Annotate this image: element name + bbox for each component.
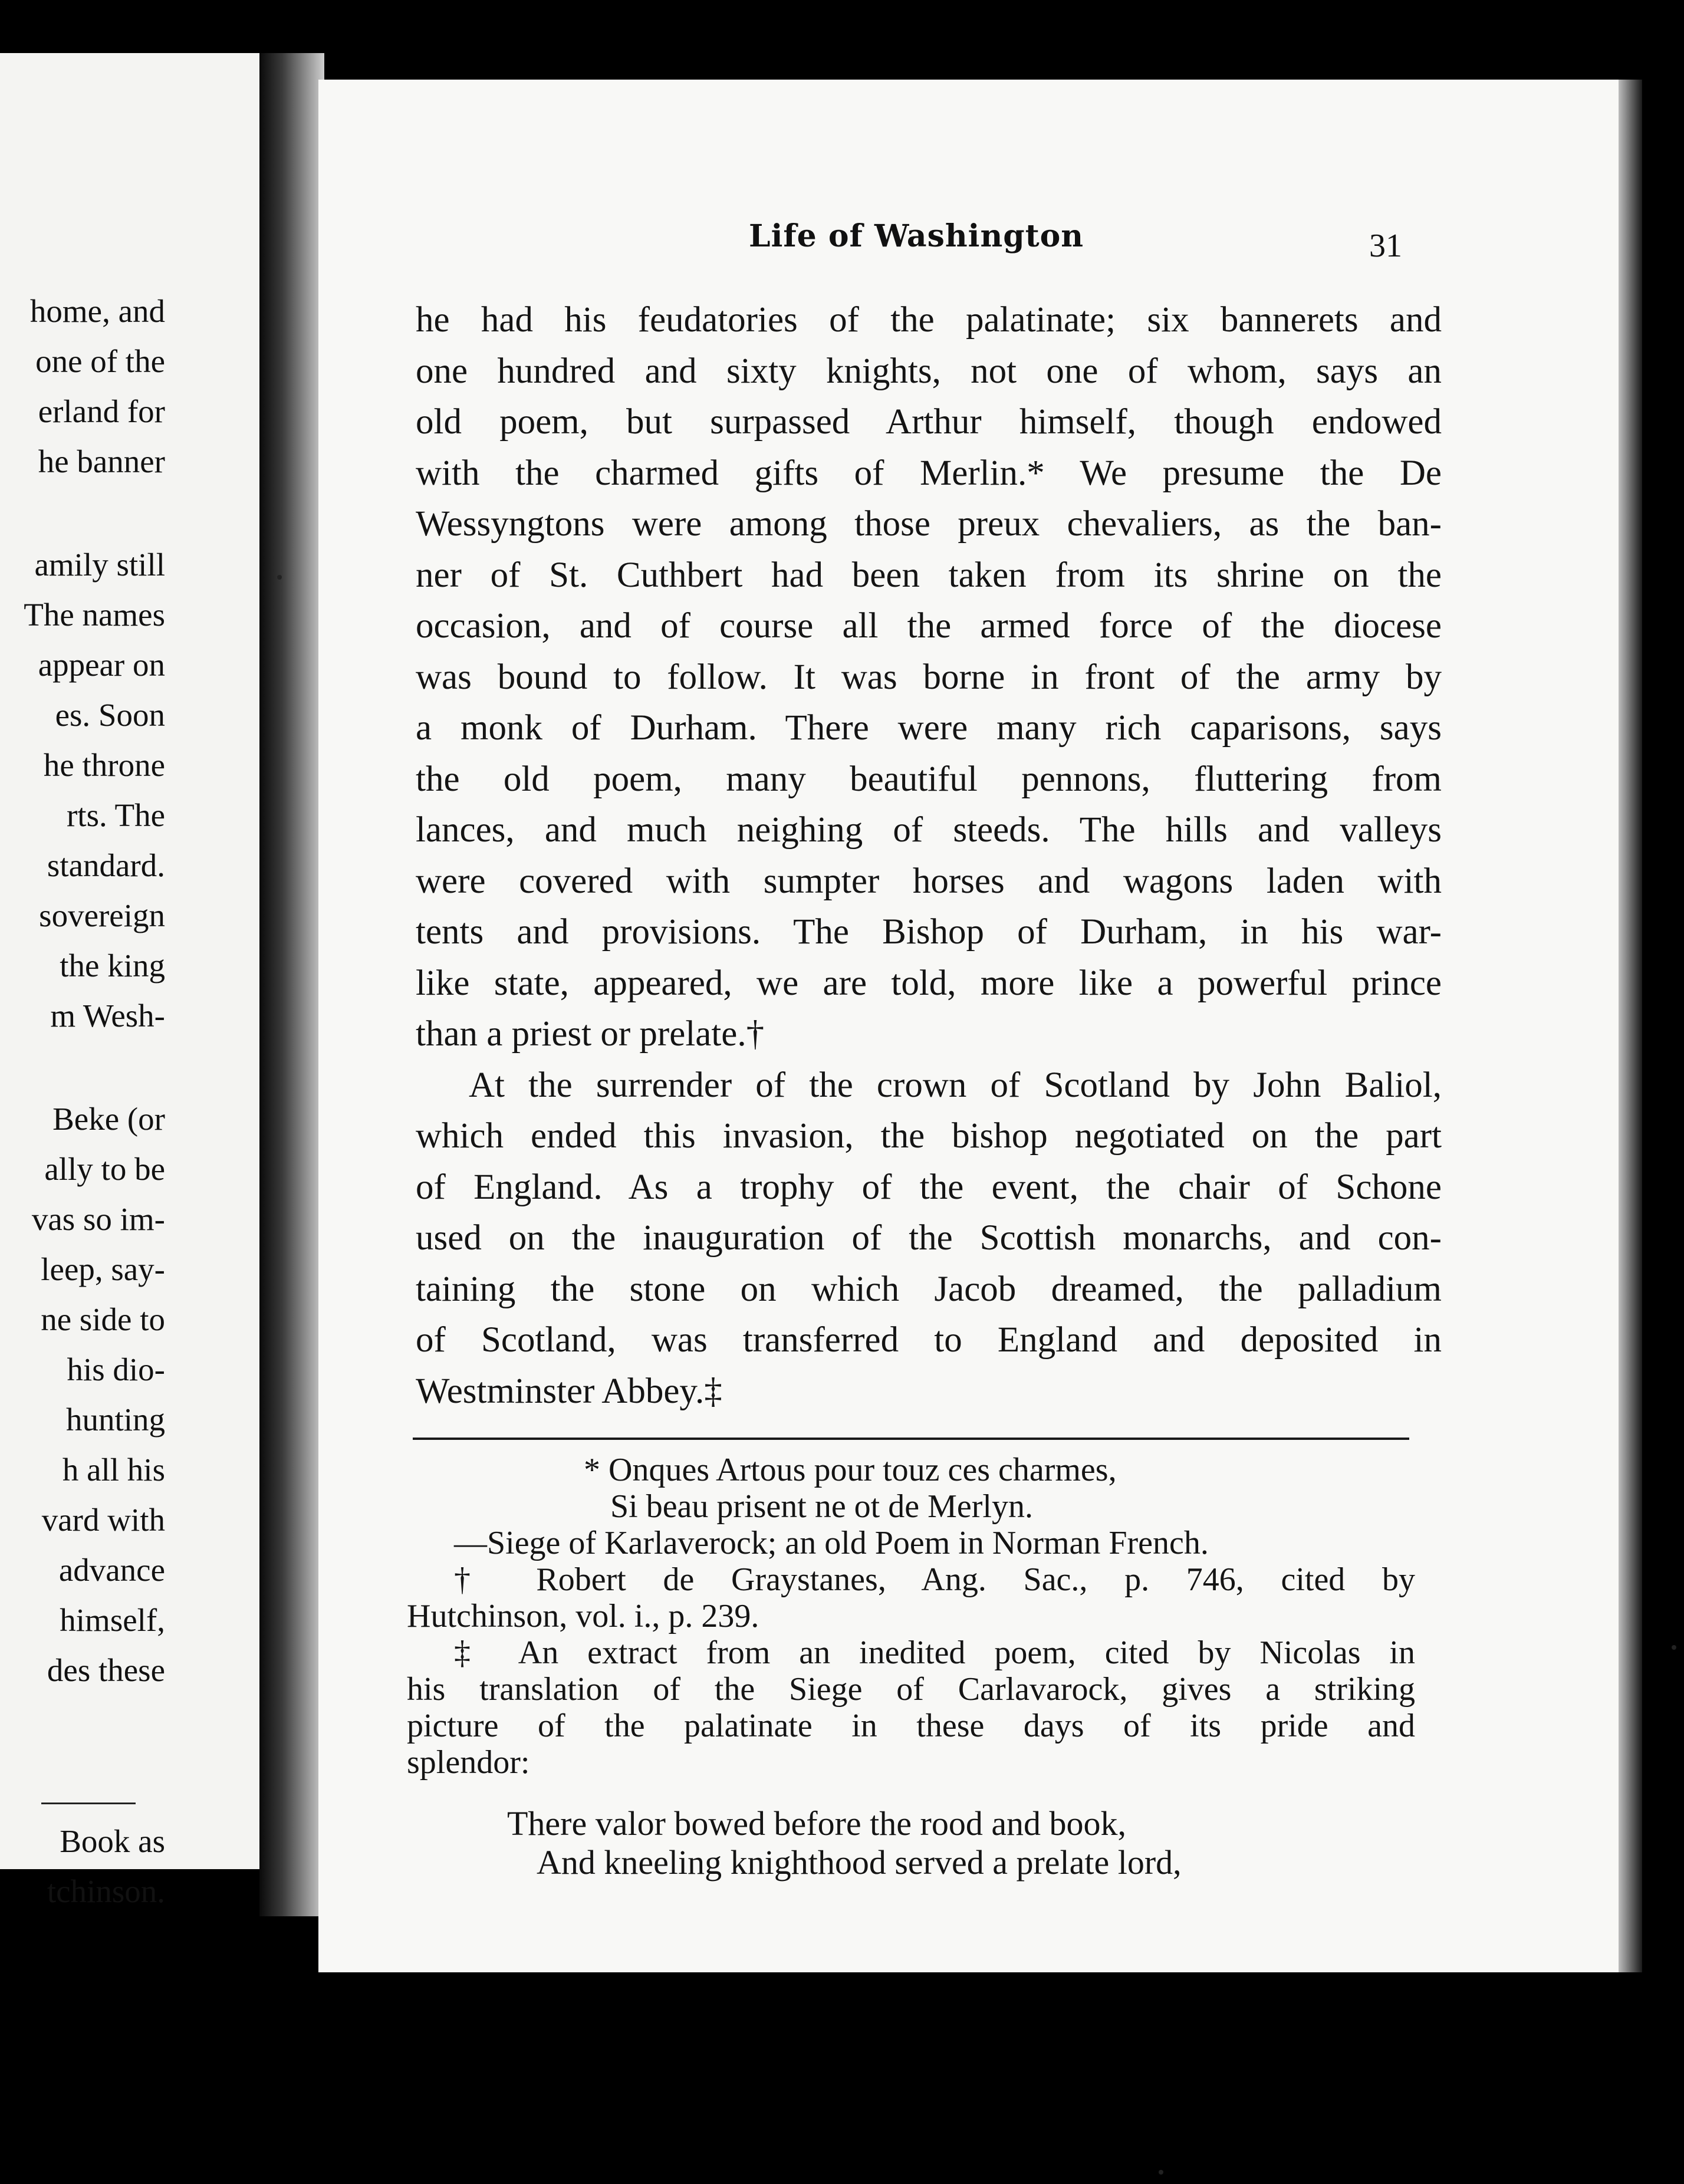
previous-page-line: standard.	[47, 847, 165, 883]
body-line: which ended this invasion, the bishop negotiated on the part	[416, 1116, 1442, 1156]
body-line: occasion, and of course all the armed force of the diocese	[416, 606, 1442, 646]
body-line: one hundred and sixty knights, not one of whom, says an	[416, 351, 1442, 391]
previous-page-footnote-line: tchinson.	[47, 1873, 165, 1909]
footnotes	[407, 1452, 1415, 1882]
body-line: lances, and much neighing of steeds. The hills and valleys	[416, 810, 1442, 850]
body-line: he had his feudatories of the palatinate; six bannerets and	[416, 300, 1442, 340]
body-line: was bound to follow. It was borne in front of the army by	[416, 657, 1442, 697]
previous-page-line: himself,	[60, 1602, 165, 1638]
body-line: Wessyngtons were among those preux chevaliers, as the ban-	[416, 504, 1442, 544]
previous-page-line: Beke (or	[52, 1101, 165, 1137]
running-head: Life of Washington	[749, 218, 1084, 254]
body-line: of Scotland, was transferred to England and deposited in	[416, 1320, 1442, 1360]
previous-page-footnote-rule	[41, 1803, 136, 1804]
body-line: At the surrender of the crown of Scotland by John Baliol,	[469, 1065, 1442, 1105]
footnote-3-line: splendor:	[407, 1744, 530, 1781]
body-line: a monk of Durham. There were many rich caparisons, says	[416, 708, 1442, 748]
body-line: tents and provisions. The Bishop of Durham, in his war-	[416, 912, 1442, 952]
previous-page-fragment	[0, 53, 259, 1909]
body-line: than a priest or prelate.†	[416, 1014, 765, 1054]
previous-page-line: sovereign	[39, 897, 165, 933]
previous-page-line: des these	[47, 1652, 165, 1688]
previous-page-line: the king	[60, 948, 165, 984]
footnote-poem-line: And kneeling knighthood served a prelate lord,	[537, 1843, 1182, 1882]
footnote-verse-line: * Onques Artous pour touz ces charmes,	[584, 1452, 1117, 1488]
previous-page-line: he banner	[38, 443, 165, 479]
footnote-2-line: † Robert de Graystanes, Ang. Sac., p. 746, cited by	[454, 1561, 1415, 1598]
previous-page-line: es. Soon	[55, 697, 165, 733]
book-gutter-shadow	[259, 53, 324, 1916]
previous-page-line: rts. The	[66, 797, 165, 833]
body-line: the old poem, many beautiful pennons, fluttering from	[416, 759, 1442, 799]
paragraph-2	[416, 1060, 1442, 1417]
footnote-3-line: his translation of the Siege of Carlavarock, gives a striking	[407, 1671, 1415, 1708]
previous-page-line: vard with	[41, 1502, 165, 1538]
page-edge-shadow	[1619, 80, 1642, 1972]
body-line: old poem, but surpassed Arthur himself, though endowed	[416, 402, 1442, 442]
scan-speck	[1672, 1645, 1676, 1650]
body-line: Westminster Abbey.‡	[416, 1371, 722, 1411]
previous-page-line: erland for	[38, 393, 165, 429]
scan-speck	[277, 575, 282, 580]
scan-speck	[1159, 2170, 1163, 2175]
previous-page-line: his dio-	[67, 1351, 165, 1387]
body-line: like state, appeared, we are told, more like a powerful prince	[416, 963, 1442, 1003]
body-line: were covered with sumpter horses and wagons laden with	[416, 861, 1442, 901]
previous-page-line: leep, say-	[41, 1251, 165, 1287]
paragraph-1	[416, 295, 1442, 1060]
footnote-verse-line: Si beau prisent ne ot de Merlyn.	[610, 1488, 1033, 1525]
previous-page-line: m Wesh-	[50, 998, 165, 1034]
body-line: ner of St. Cuthbert had been taken from its shrine on the	[416, 555, 1442, 595]
body-line: used on the inauguration of the Scottish monarchs, and con-	[416, 1218, 1442, 1258]
previous-page-line: amily still	[34, 547, 165, 583]
previous-page-line: hunting	[65, 1402, 165, 1438]
previous-page-line: one of the	[35, 343, 165, 379]
body-line: with the charmed gifts of Merlin.* We presume the De	[416, 453, 1442, 493]
footnote-poem-line: There valor bowed before the rood and book,	[507, 1804, 1127, 1843]
footnote-2-line: Hutchinson, vol. i., p. 239.	[407, 1598, 759, 1634]
body-line: of England. As a trophy of the event, the chair of Schone	[416, 1167, 1442, 1207]
previous-page-footnote-line: Book as	[60, 1823, 165, 1859]
previous-page-line: advance	[58, 1552, 165, 1588]
previous-page-line: home, and	[29, 293, 165, 329]
previous-page-line: ally to be	[44, 1151, 165, 1187]
previous-page-line: he throne	[43, 747, 165, 783]
footnote-source: —Siege of Karlaverock; an old Poem in Norman French.	[454, 1525, 1209, 1561]
page-number: 31	[1369, 228, 1402, 264]
previous-page-line: vas so im-	[31, 1201, 165, 1237]
body-line: taining the stone on which Jacob dreamed, the palladium	[416, 1269, 1442, 1309]
previous-page-line: appear on	[38, 647, 165, 683]
previous-page-line: h all his	[62, 1452, 165, 1488]
previous-page-line: The names	[24, 597, 165, 633]
body-text	[416, 295, 1442, 1417]
previous-page-line: ne side to	[41, 1301, 165, 1337]
footnote-3-line: picture of the palatinate in these days of its pride and	[407, 1708, 1415, 1744]
footnote-rule	[413, 1438, 1409, 1440]
footnote-3-line: ‡ An extract from an inedited poem, cited by Nicolas in	[454, 1634, 1415, 1671]
